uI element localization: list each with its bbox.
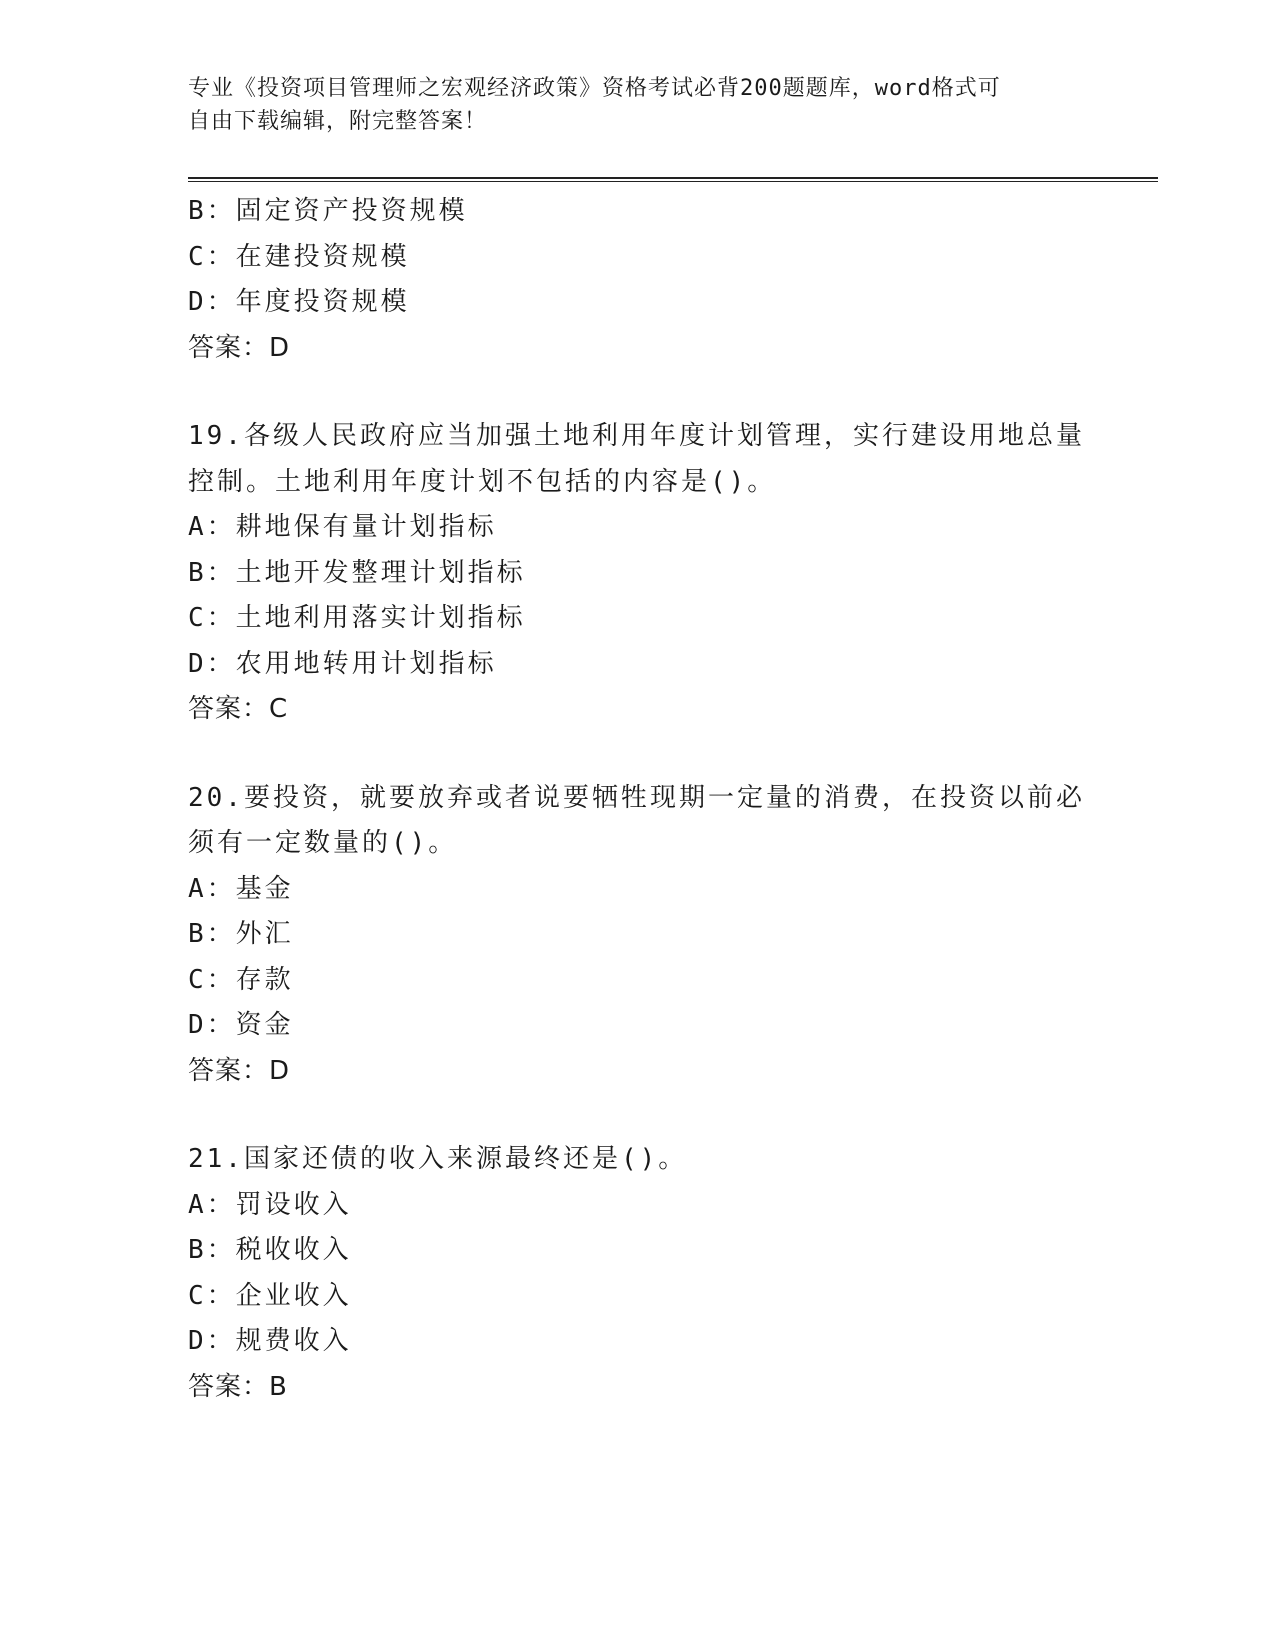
option-c: C：企业收入	[188, 1280, 352, 1311]
header-title-line-1: 专业《投资项目管理师之宏观经济政策》资格考试必背200题题库，word格式可	[188, 76, 1001, 101]
option-d: D：年度投资规模	[188, 287, 410, 317]
question-19	[188, 414, 1088, 733]
option-d: D：农用地转用计划指标	[188, 648, 497, 679]
spacer	[188, 1094, 1088, 1137]
option-d: D：规费收入	[188, 1326, 352, 1356]
question-18-continued	[188, 189, 1088, 371]
spacer	[188, 733, 1088, 776]
option-c: C：土地利用落实计划指标	[188, 603, 526, 633]
question-text-line-1: 21.国家还债的收入来源最终还是()。	[188, 1144, 688, 1174]
option-b: B：固定资产投资规模	[188, 196, 468, 226]
option-c: C：在建投资规模	[188, 241, 410, 272]
option-d: D：资金	[188, 1010, 294, 1040]
header-divider	[188, 177, 1158, 182]
header-title-line-2: 自由下载编辑，附完整答案！	[188, 109, 488, 134]
spacer	[188, 371, 1088, 414]
answer-line: 答案：D	[188, 1055, 291, 1086]
option-c: C：存款	[188, 964, 294, 995]
question-content	[188, 189, 1088, 1410]
option-b: B：外汇	[188, 919, 294, 949]
option-a: A：耕地保有量计划指标	[188, 512, 497, 542]
question-text-line-1: 19.各级人民政府应当加强土地利用年度计划管理，实行建设用地总量	[188, 421, 1085, 451]
answer-line: 答案：D	[188, 332, 291, 363]
question-text-line-1: 20.要投资，就要放弃或者说要牺牲现期一定量的消费，在投资以前必	[188, 782, 1085, 813]
page-header	[188, 72, 1088, 138]
question-text-line-2: 须有一定数量的()。	[188, 828, 458, 858]
answer-line: 答案：B	[188, 1371, 288, 1402]
option-b: B：土地开发整理计划指标	[188, 557, 526, 588]
answer-line: 答案：C	[188, 694, 289, 724]
option-a: A：罚设收入	[188, 1189, 352, 1220]
option-b: B：税收收入	[188, 1235, 352, 1265]
question-text-line-2: 控制。土地利用年度计划不包括的内容是()。	[188, 466, 777, 497]
question-21	[188, 1137, 1088, 1410]
option-a: A：基金	[188, 873, 294, 904]
question-20	[188, 776, 1088, 1095]
